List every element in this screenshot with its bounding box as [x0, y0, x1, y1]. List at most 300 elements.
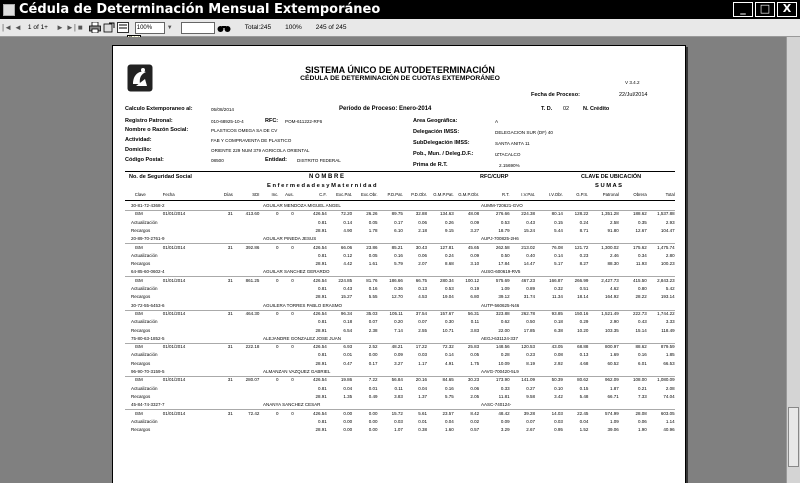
- table-cell: 1,537.88: [657, 211, 675, 217]
- row-label: Actualización: [131, 219, 158, 225]
- table-cell: 11.93: [635, 261, 647, 267]
- column-header: G.M.P.Pat.: [433, 192, 454, 197]
- table-cell: 0.13: [579, 352, 589, 358]
- table-cell: 0.03: [394, 418, 403, 424]
- table-cell: 8.42: [470, 410, 480, 416]
- table-cell: 3.29: [500, 427, 510, 433]
- prima-value: 2.15690%: [499, 163, 520, 168]
- table-cell: 6.38: [554, 327, 563, 333]
- table-cell: 9.58: [526, 393, 535, 399]
- table-cell: 14.47: [523, 261, 535, 267]
- table-cell: 148.56: [495, 344, 510, 350]
- table-cell: 56.31: [467, 310, 480, 316]
- row-label: Recargos: [131, 294, 151, 300]
- table-cell: 28.91: [315, 393, 327, 399]
- table-cell: 81.76: [366, 277, 378, 283]
- table-cell: 1.78: [368, 227, 378, 233]
- table-cell: 66.75: [415, 277, 428, 283]
- table-cell: 0.00: [343, 418, 353, 424]
- calc-label: Calculo Extemporaneo al:: [125, 106, 193, 112]
- reg-label: Registro Patronal:: [125, 118, 173, 124]
- worker-nss: 45-84-74-3327-7: [131, 402, 165, 408]
- table-cell: 1.90: [637, 427, 647, 433]
- table-cell: 66.71: [607, 393, 619, 399]
- table-cell: 7.22: [368, 377, 378, 383]
- group-tree-icon[interactable]: [117, 21, 129, 35]
- subdel-label: SubDelegación IMSS:: [413, 140, 470, 146]
- table-cell: 10.09: [498, 360, 510, 366]
- table-cell: 40.96: [663, 427, 675, 433]
- column-header: Inc.: [271, 192, 279, 197]
- table-cell: 0: [275, 277, 279, 283]
- worker-nss: 30-81-72-4368-2: [131, 203, 165, 208]
- table-cell: 426.54: [312, 377, 327, 383]
- act-label: Actividad:: [125, 137, 152, 143]
- table-cell: 0.05: [368, 219, 378, 225]
- table-cell: 93.85: [551, 310, 563, 316]
- table-cell: 0.38: [418, 427, 428, 433]
- table-cell: 6.80: [470, 294, 480, 300]
- table-cell: 0.57: [470, 427, 480, 433]
- table-cell: 413.60: [245, 211, 260, 217]
- table-cell: 19.04: [442, 294, 454, 300]
- table-cell: 5.44: [554, 227, 563, 233]
- table-cell: 173.90: [495, 377, 510, 383]
- table-cell: 85.21: [391, 244, 403, 250]
- worker-name: ALMANZAN VAZQUEZ GABRIEL: [263, 369, 331, 374]
- search-input[interactable]: [181, 22, 215, 34]
- table-cell: 28.08: [635, 410, 647, 416]
- column-header: Exc.Pat.: [336, 192, 353, 197]
- maximize-button[interactable]: □: [755, 2, 775, 17]
- table-cell: 17.22: [415, 344, 428, 350]
- table-cell: 164.92: [605, 294, 619, 300]
- table-cell: 426.54: [312, 277, 327, 283]
- column-header: G.P.S.: [576, 192, 589, 197]
- dom-label: Domicilio:: [125, 147, 152, 153]
- prev-page-button[interactable]: ◄: [14, 23, 22, 32]
- table-cell: 35.03: [366, 310, 378, 316]
- header-enf: E n f e r m e d a d e s y M a t e r n i d a d: [267, 183, 377, 189]
- table-cell: 0.14: [444, 352, 454, 358]
- worker-nss: 96-90-70-3159-5: [131, 369, 165, 374]
- table-cell: 280.07: [245, 377, 260, 383]
- row-label: Actualización: [131, 352, 158, 358]
- table-cell: 0.33: [500, 385, 510, 391]
- table-cell: 105.11: [389, 310, 403, 316]
- table-cell: 134.63: [439, 211, 454, 217]
- td-label: T. D.: [541, 106, 553, 112]
- table-cell: 1.87: [610, 385, 619, 391]
- column-header: C.F.: [319, 192, 327, 197]
- table-cell: 0.09: [470, 219, 480, 225]
- table-cell: 50.39: [551, 377, 563, 383]
- table-cell: 3.83: [470, 327, 480, 333]
- table-cell: 0.30: [444, 319, 454, 325]
- close-button[interactable]: X: [777, 2, 797, 17]
- table-cell: 0.06: [470, 385, 480, 391]
- table-cell: ISM: [134, 277, 143, 283]
- table-cell: 127.81: [439, 244, 454, 250]
- table-cell: 0.03: [418, 352, 428, 358]
- table-cell: 1.52: [579, 427, 589, 433]
- table-cell: 280.34: [439, 277, 454, 283]
- table-cell: 2,427.73: [601, 277, 619, 283]
- table-cell: 28.91: [315, 360, 327, 366]
- header-rfc: RFC/CURP: [480, 174, 509, 180]
- table-cell: 72.20: [340, 211, 353, 217]
- table-cell: 0.28: [500, 352, 510, 358]
- reg-value: 010-68925-10-4: [211, 119, 244, 124]
- table-cell: 6.54: [343, 327, 353, 333]
- table-cell: 0.01: [418, 418, 428, 424]
- table-cell: 1,300.02: [601, 244, 619, 250]
- table-cell: 48.42: [498, 410, 510, 416]
- table-cell: 72.32: [442, 344, 454, 350]
- table-cell: 0.29: [579, 319, 589, 325]
- table-cell: 1,351.28: [601, 211, 619, 217]
- next-page-button[interactable]: ►: [55, 23, 64, 32]
- table-cell: 0.81: [317, 418, 327, 424]
- table-cell: 603.05: [660, 410, 675, 416]
- table-cell: 0.40: [526, 252, 535, 258]
- column-header: Obrera: [633, 192, 647, 197]
- table-cell: 88.30: [607, 261, 619, 267]
- report-subtitle: CÉDULA DE DETERMINACIÓN DE CUOTAS EXTEMPORÁNEO: [300, 75, 500, 82]
- table-cell: 31: [227, 377, 233, 383]
- column-header: Exc.Obr.: [361, 192, 378, 197]
- table-cell: 188.62: [632, 211, 647, 217]
- table-cell: 104.47: [660, 227, 675, 233]
- table-cell: 0.43: [637, 319, 647, 325]
- export-icon[interactable]: [103, 21, 115, 35]
- last-page-button[interactable]: ►|: [65, 23, 76, 32]
- table-cell: 4.53: [418, 294, 428, 300]
- cp-label: Código Postal:: [125, 157, 164, 163]
- table-cell: 0: [291, 410, 294, 416]
- table-cell: 31: [227, 410, 233, 416]
- table-cell: 39.28: [523, 410, 535, 416]
- table-cell: ISM: [134, 244, 143, 250]
- table-cell: 0.04: [579, 418, 589, 424]
- table-cell: 0.07: [418, 319, 428, 325]
- column-header: Aus.: [285, 192, 294, 197]
- print-icon[interactable]: [89, 21, 101, 35]
- table-cell: 1.37: [418, 393, 428, 399]
- table-cell: 0: [291, 344, 294, 350]
- table-cell: 23.57: [442, 410, 454, 416]
- table-cell: 0.18: [343, 319, 353, 325]
- row-label: Actualización: [131, 418, 158, 424]
- table-cell: 222.18: [245, 344, 260, 350]
- act-value: FAB Y COMPRAVENTA DE PLASTICO: [211, 138, 292, 143]
- table-cell: 37.54: [415, 310, 428, 316]
- table-cell: 28.91: [315, 227, 327, 233]
- table-cell: 2.58: [610, 219, 619, 225]
- header-nombre: N O M B R E: [309, 174, 345, 180]
- table-cell: 0.81: [317, 219, 327, 225]
- table-cell: 14.03: [551, 410, 563, 416]
- worker-nss: 64-85-60-0602-4: [131, 269, 165, 275]
- window-title: Cédula de Determinación Mensual Extemporáneo: [19, 2, 381, 17]
- table-cell: 12.67: [635, 227, 647, 233]
- worker-curp: AUTP-560625-N46: [481, 302, 520, 308]
- table-cell: 7.33: [637, 393, 647, 399]
- column-header: SDI: [252, 192, 260, 197]
- header-clave: CLAVE DE UBICACIÓN: [581, 174, 642, 180]
- table-cell: ISM: [134, 211, 143, 217]
- table-cell: 0.04: [343, 385, 353, 391]
- table-cell: 25.83: [467, 344, 480, 350]
- table-cell: 100.12: [465, 277, 480, 283]
- table-cell: 0.04: [444, 418, 454, 424]
- records-count: 245 of 245: [315, 24, 347, 31]
- table-cell: 0.50: [526, 319, 535, 325]
- table-cell: 1.09: [500, 286, 510, 291]
- report-page: [112, 45, 686, 483]
- table-cell: 0.07: [526, 418, 535, 424]
- table-cell: 0.12: [343, 252, 353, 258]
- table-cell: 962.09: [605, 377, 619, 383]
- table-cell: 80.62: [577, 377, 589, 383]
- table-cell: 30.43: [415, 244, 428, 250]
- table-cell: 1.35: [343, 393, 353, 399]
- table-cell: 0.35: [637, 219, 647, 225]
- table-cell: 266.99: [574, 277, 589, 283]
- table-cell: 0.00: [343, 427, 353, 433]
- area-value: A: [495, 119, 499, 124]
- table-cell: ISM: [134, 410, 143, 416]
- table-cell: 15.27: [340, 294, 353, 300]
- td-value: 02: [563, 106, 570, 112]
- table-cell: 26.26: [366, 211, 378, 217]
- table-cell: 1,744.22: [657, 310, 675, 316]
- table-cell: 5.75: [444, 393, 454, 399]
- table-cell: 12.70: [391, 294, 403, 300]
- table-cell: 0: [291, 277, 294, 283]
- report-title: SISTEMA ÚNICO DE AUTODETERMINACIÓN: [305, 65, 495, 75]
- table-cell: 0.14: [554, 252, 563, 258]
- table-cell: 0.09: [394, 352, 403, 358]
- table-cell: 11.81: [498, 393, 510, 399]
- table-cell: 80.14: [551, 211, 563, 217]
- table-cell: 193.14: [660, 294, 675, 300]
- table-cell: 15.24: [523, 227, 535, 233]
- table-cell: 0.51: [579, 286, 589, 291]
- table-cell: 0.10: [554, 385, 563, 391]
- ent-value: DISTRITO FEDERAL: [297, 158, 341, 163]
- table-cell: 8.19: [526, 360, 535, 366]
- table-cell: 72.42: [248, 410, 260, 416]
- table-cell: 23.86: [366, 244, 378, 250]
- worker-nss: 30-72-55-6453-6: [131, 302, 165, 308]
- table-cell: 224.85: [338, 277, 353, 283]
- calc-value: 05/08/2014: [211, 107, 234, 112]
- table-cell: 31: [227, 310, 233, 316]
- vertical-scrollbar[interactable]: [786, 37, 800, 483]
- first-page-button[interactable]: |◄: [2, 23, 12, 32]
- table-cell: 18.79: [498, 227, 510, 233]
- table-cell: 1.14: [665, 418, 675, 424]
- title-bar: [0, 0, 800, 19]
- table-cell: 128.22: [574, 211, 589, 217]
- table-cell: 222.73: [632, 310, 647, 316]
- table-cell: 0.49: [368, 393, 378, 399]
- column-header: G.M.P.Obr.: [458, 192, 480, 197]
- table-cell: 0.50: [500, 252, 510, 258]
- row-label: Actualización: [131, 385, 158, 391]
- table-cell: 574.99: [605, 410, 619, 416]
- table-cell: 0.53: [500, 219, 510, 225]
- table-cell: 0: [291, 310, 294, 316]
- table-cell: 76.08: [551, 244, 563, 250]
- scroll-thumb[interactable]: [788, 407, 799, 467]
- table-cell: 108.00: [632, 377, 647, 383]
- table-cell: 3.27: [394, 360, 403, 366]
- table-cell: 0: [275, 211, 279, 217]
- table-cell: 0.43: [343, 286, 353, 291]
- table-cell: 01/01/2014: [162, 310, 186, 316]
- table-cell: 45.65: [467, 244, 480, 250]
- table-cell: 175.62: [632, 244, 647, 250]
- table-cell: 2.07: [418, 261, 428, 267]
- table-cell: 157.67: [439, 310, 454, 316]
- table-cell: 4.62: [610, 286, 619, 291]
- table-cell: 89.75: [391, 211, 403, 217]
- table-cell: 5.42: [665, 286, 675, 291]
- report-toolbar: [0, 19, 800, 37]
- row-label: Actualización: [131, 286, 158, 291]
- table-cell: 0.15: [554, 219, 563, 225]
- table-cell: 0.24: [444, 252, 454, 258]
- stop-button[interactable]: ■: [77, 23, 83, 32]
- table-cell: 0.16: [368, 286, 378, 291]
- dom-value: ORIENTE 229 NUM 379 AGRICOLA ORIENTAL: [211, 148, 310, 153]
- table-cell: 66.06: [340, 244, 353, 250]
- table-cell: 800.97: [605, 344, 619, 350]
- table-cell: 0.32: [554, 286, 563, 291]
- minimize-button[interactable]: _: [733, 2, 753, 17]
- table-cell: 10.20: [577, 327, 589, 333]
- table-cell: 0.11: [394, 385, 403, 391]
- table-cell: 8.68: [444, 261, 454, 267]
- table-cell: 28.91: [315, 294, 327, 300]
- table-cell: 0.06: [418, 219, 428, 225]
- table-cell: 4.68: [579, 360, 589, 366]
- table-cell: 0.95: [554, 427, 563, 433]
- row-label: Recargos: [131, 261, 151, 267]
- table-cell: 17.84: [498, 261, 510, 267]
- table-cell: 4.90: [343, 227, 353, 233]
- table-cell: 0.02: [470, 418, 480, 424]
- table-cell: 91.80: [607, 227, 619, 233]
- table-cell: 0.27: [526, 385, 535, 391]
- page-indicator[interactable]: 1 of 1+: [27, 24, 48, 31]
- rfc-value: POM-611222-RF6: [285, 119, 323, 124]
- column-header: P.D.Pat.: [387, 192, 403, 197]
- table-cell: 0.17: [394, 219, 403, 225]
- table-cell: 1.61: [368, 261, 378, 267]
- deleg-value: DELEGACION SUR (DF) 40: [495, 130, 553, 135]
- table-cell: 426.54: [312, 244, 327, 250]
- table-cell: 6.93: [343, 344, 353, 350]
- table-cell: 861.25: [245, 277, 260, 283]
- table-cell: 28.91: [315, 327, 327, 333]
- table-cell: 0.16: [444, 385, 454, 391]
- report-viewport[interactable]: [0, 37, 786, 483]
- table-cell: 415.50: [632, 277, 647, 283]
- table-cell: 1.07: [394, 427, 403, 433]
- table-cell: 96.34: [340, 310, 353, 316]
- table-cell: 186.66: [389, 277, 403, 283]
- prima-label: Prima de R.T.: [413, 162, 448, 168]
- table-cell: 7.14: [394, 327, 403, 333]
- subdel-value: SANTA ANITA 11: [495, 141, 530, 146]
- area-label: Area Geográfica:: [413, 118, 458, 124]
- table-cell: 48.21: [391, 344, 403, 350]
- table-cell: ISM: [134, 344, 143, 350]
- table-cell: 464.30: [245, 310, 260, 316]
- table-cell: 0.53: [444, 286, 454, 291]
- table-cell: 19.86: [340, 377, 353, 383]
- table-cell: 0.24: [579, 219, 589, 225]
- column-header: Clave: [134, 192, 146, 197]
- worker-name: ANANYA SANCHEZ CESAR: [263, 402, 321, 408]
- table-cell: 0.81: [317, 319, 327, 325]
- table-cell: 01/01/2014: [162, 277, 186, 283]
- table-cell: 1.17: [418, 360, 428, 366]
- table-cell: 8.71: [579, 227, 589, 233]
- column-header: R.T.: [501, 192, 510, 197]
- header-nss: No. de Seguridad Social: [129, 174, 192, 180]
- credito-label: N. Crédito: [583, 106, 610, 112]
- table-cell: 0.00: [368, 410, 378, 416]
- table-cell: 0.05: [470, 352, 480, 358]
- table-cell: 0: [291, 211, 294, 217]
- table-cell: 22.00: [498, 327, 510, 333]
- table-cell: 0.08: [554, 352, 563, 358]
- table-cell: 11.34: [552, 294, 563, 300]
- table-cell: ISM: [134, 377, 143, 383]
- table-cell: 0.00: [368, 418, 378, 424]
- pob-label: Pob., Mun. / Deleg.D.F.:: [413, 151, 474, 157]
- worker-curp: AUSG-600619-RV5: [481, 269, 521, 275]
- table-cell: 1,080.09: [657, 377, 675, 383]
- table-cell: 48.08: [467, 211, 480, 217]
- nombre-label: Nombre o Razón Social:: [125, 127, 189, 133]
- binoculars-icon[interactable]: [217, 21, 231, 35]
- table-cell: 0.00: [368, 352, 378, 358]
- chevron-down-icon[interactable]: ▼: [166, 24, 173, 31]
- version: V 3.4.2: [625, 80, 640, 85]
- table-cell: 0.17: [368, 360, 378, 366]
- table-cell: 118.49: [661, 327, 675, 333]
- row-label: Recargos: [131, 393, 151, 399]
- table-cell: 0.47: [343, 360, 353, 366]
- divider: [125, 200, 675, 201]
- table-cell: 43.05: [551, 344, 563, 350]
- table-cell: 20.16: [415, 377, 428, 383]
- worker-nss: 20-89-70-2761-9: [131, 236, 165, 242]
- table-cell: 2.90: [610, 319, 619, 325]
- row-label: Actualización: [131, 252, 158, 258]
- table-cell: 3.83: [394, 393, 403, 399]
- table-cell: 01/01/2014: [162, 244, 186, 250]
- zoom-select[interactable]: 100%: [135, 22, 165, 34]
- row-label: Recargos: [131, 227, 151, 233]
- table-cell: ISM: [134, 310, 143, 316]
- row-label: Recargos: [131, 360, 151, 366]
